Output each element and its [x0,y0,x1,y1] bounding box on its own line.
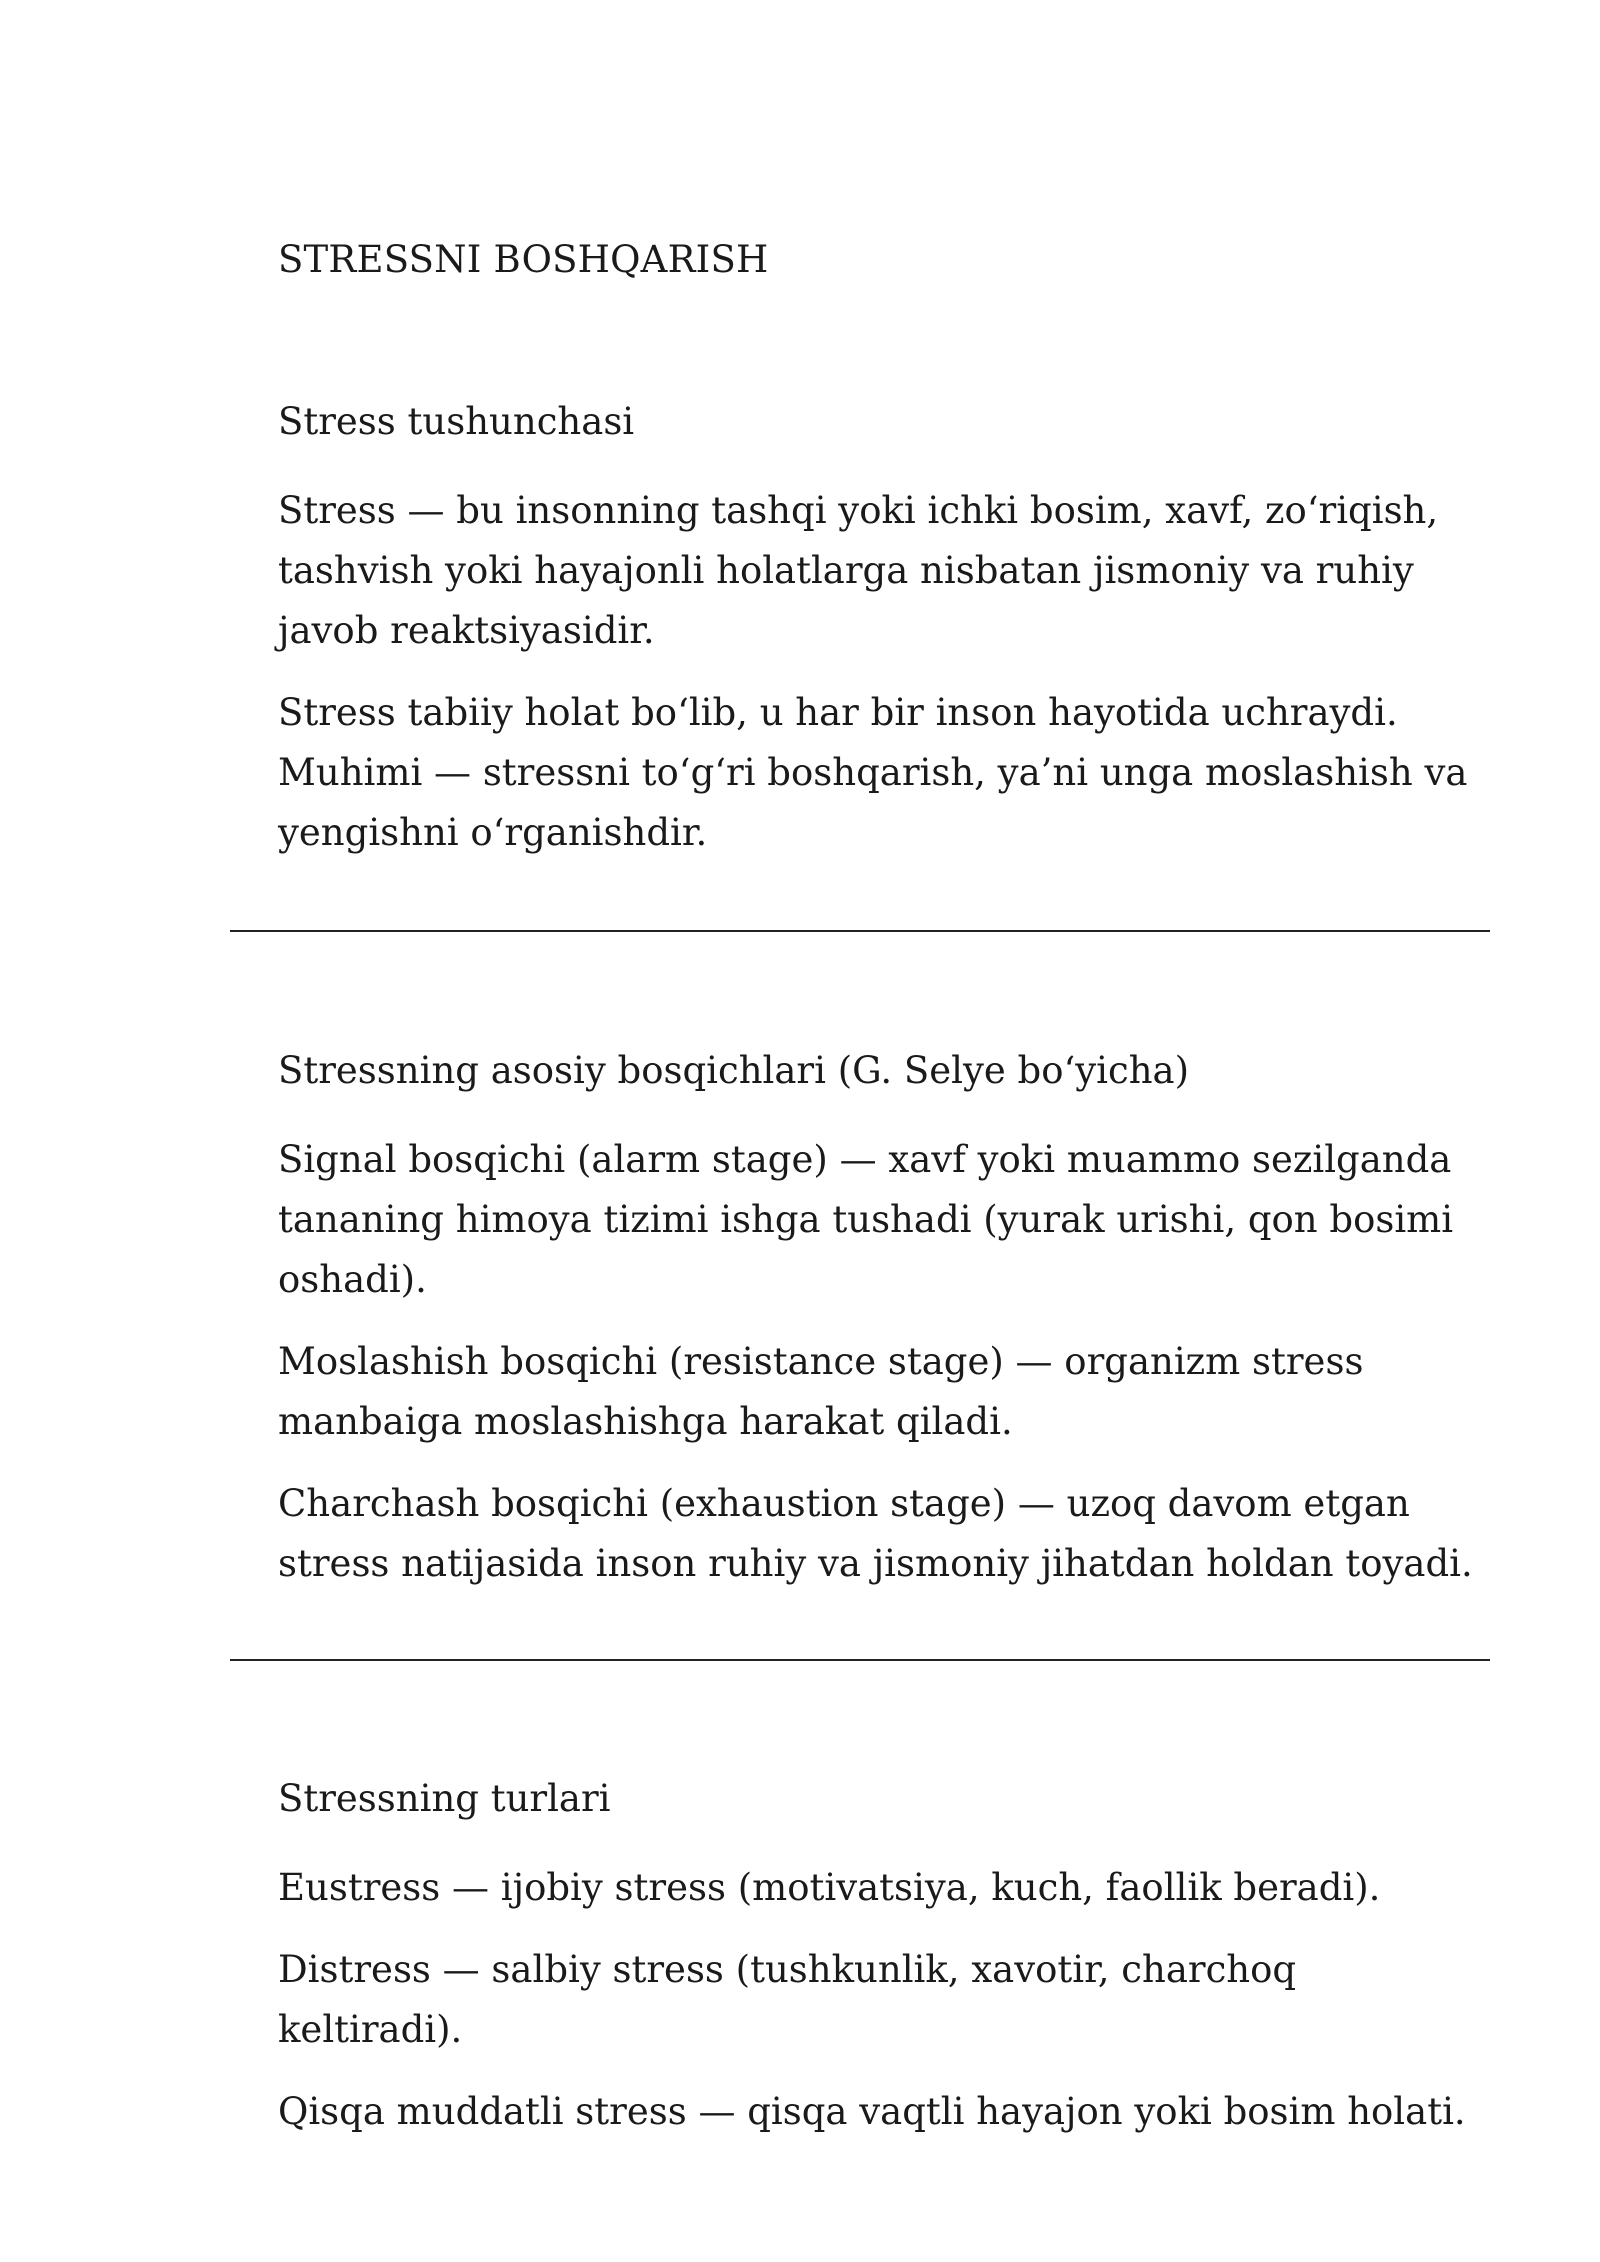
paragraph: Stress — bu insonning tashqi yoki ichki bosim, xavf, zo‘riqish, tashvish yoki hayajonli holatlarga nisbatan jismoniy va ruhiy javob reaktsiyasidir. [278,489,1439,652]
paragraph: Stress tabiiy holat bo‘lib, u har bir inson hayotida uchraydi. Muhimi — stressni to‘g‘ri boshqarish, ya’ni unga moslashish va yengishni o‘rganishdir. [278,691,1468,854]
paragraph: Distress — salbiy stress (tushkunlik, xavotir, charchoq keltiradi). [278,1948,1297,2051]
paragraph: Signal bosqichi (alarm stage) — xavf yoki muammo sezilganda tananing himoya tizimi ishga tushadi (yurak urishi, qon bosimi oshadi). [278,1138,1454,1301]
section-heading: Stress tushunchasi [278,400,635,443]
horizontal-divider [230,1659,1490,1661]
paragraph: Eustress — ijobiy stress (motivatsiya, kuch, faollik beradi). [278,1866,1381,1909]
paragraph: Charchash bosqichi (exhaustion stage) — uzoq davom etgan stress natijasida inson ruhiy va jismoniy jihatdan holdan toyadi. [278,1482,1473,1585]
document-title: STRESSNI BOSHQARISH [278,238,769,281]
paragraph: Moslashish bosqichi (resistance stage) — organizm stress manbaiga moslashishga harakat qiladi. [278,1340,1364,1443]
section-heading: Stressning asosiy bosqichlari (G. Selye bo‘yicha) [278,1049,1190,1092]
section-stress-concept [278,399,1478,885]
horizontal-divider [230,930,1490,932]
section-stress-stages [278,1048,1478,1616]
section-heading: Stressning turlari [278,1777,611,1820]
section-stress-types [278,1776,1478,2164]
paragraph: Qisqa muddatli stress — qisqa vaqtli hayajon yoki bosim holati. [278,2090,1466,2133]
